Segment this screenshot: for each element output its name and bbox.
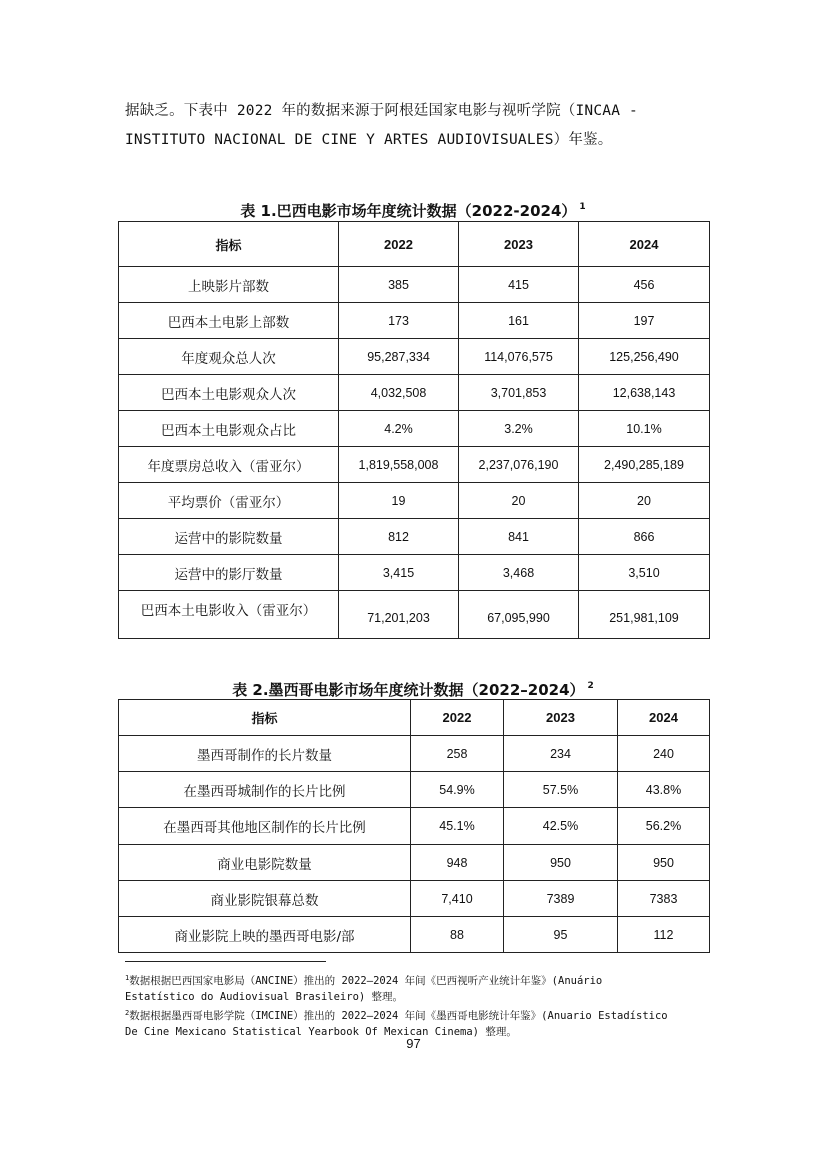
table-brazil-market xyxy=(118,221,710,639)
table2-header-cell: 指标 xyxy=(119,700,411,736)
table2-cell: 7389 xyxy=(504,881,618,917)
intro-paragraph xyxy=(125,97,710,155)
footnote-1-mark: 1 xyxy=(125,974,130,982)
table2-cell: 112 xyxy=(618,917,710,953)
table2-cell: 45.1% xyxy=(411,808,504,845)
footnote-1-line-2: Estatístico do Audiovisual Brasileiro) 整理。 xyxy=(125,991,404,1003)
table1-cell: 4.2% xyxy=(339,411,459,447)
table2-footnote-ref: 2 xyxy=(587,681,594,691)
table2-cell: 258 xyxy=(411,736,504,772)
table2-cell: 43.8% xyxy=(618,772,710,808)
table2-cell: 57.5% xyxy=(504,772,618,808)
footnotes xyxy=(125,970,715,1040)
table1-row-label: 巴西本土电影收入（雷亚尔） xyxy=(119,591,339,639)
table1-cell: 3,510 xyxy=(579,555,710,591)
table1-footnote-ref: 1 xyxy=(579,202,586,212)
table1-row-label: 上映影片部数 xyxy=(119,267,339,303)
table2-row-label: 在墨西哥其他地区制作的长片比例 xyxy=(119,808,411,845)
footnote-2-line-1 xyxy=(125,1005,715,1024)
table1-cell: 20 xyxy=(579,483,710,519)
table2-row xyxy=(119,845,710,881)
table1-row xyxy=(119,411,710,447)
table1-cell: 812 xyxy=(339,519,459,555)
table1-header-cell: 2023 xyxy=(459,222,579,267)
table2-row-label: 墨西哥制作的长片数量 xyxy=(119,736,411,772)
footnote-1-line-1 xyxy=(125,970,715,989)
table2-row xyxy=(119,917,710,953)
table2-cell: 42.5% xyxy=(504,808,618,845)
table2-cell: 88 xyxy=(411,917,504,953)
table1-cell: 19 xyxy=(339,483,459,519)
footnote-divider xyxy=(125,961,326,962)
table1-row xyxy=(119,375,710,411)
table1-row-label: 平均票价（雷亚尔） xyxy=(119,483,339,519)
table1-row xyxy=(119,519,710,555)
table1-cell: 3,415 xyxy=(339,555,459,591)
table1-header-row xyxy=(119,222,710,267)
table2-cell: 56.2% xyxy=(618,808,710,845)
footnote-2-text: 数据根据墨西哥电影学院（IMCINE）推出的 2022—2024 年间《墨西哥电影统计年鉴》(Anuario Estadístico xyxy=(129,1010,668,1022)
table2-cell: 240 xyxy=(618,736,710,772)
table-mexico-market xyxy=(118,699,710,953)
table1-row xyxy=(119,483,710,519)
table1-cell: 2,490,285,189 xyxy=(579,447,710,483)
table1-cell: 3.2% xyxy=(459,411,579,447)
table2-row xyxy=(119,808,710,845)
table1-row-label: 年度票房总收入（雷亚尔） xyxy=(119,447,339,483)
table2-row-label: 商业影院上映的墨西哥电影/部 xyxy=(119,917,411,953)
intro-line-1: 据缺乏。下表中 2022 年的数据来源于阿根廷国家电影与视听学院（INCAA - xyxy=(125,103,638,119)
table1-row xyxy=(119,339,710,375)
table2-cell: 234 xyxy=(504,736,618,772)
table1-cell: 95,287,334 xyxy=(339,339,459,375)
table1-caption-text: 表 1.巴西电影市场年度统计数据（2022-2024） xyxy=(240,202,577,220)
table1-row-label: 巴西本土电影上部数 xyxy=(119,303,339,339)
table1-row-label: 运营中的影厅数量 xyxy=(119,555,339,591)
table2-row-label: 商业影院银幕总数 xyxy=(119,881,411,917)
table1-cell: 3,468 xyxy=(459,555,579,591)
table1-row xyxy=(119,267,710,303)
table1-row-label: 巴西本土电影观众人次 xyxy=(119,375,339,411)
table1-cell: 173 xyxy=(339,303,459,339)
table2-cell: 7383 xyxy=(618,881,710,917)
table2-header-cell: 2022 xyxy=(411,700,504,736)
table1-cell: 125,256,490 xyxy=(579,339,710,375)
table1-cell: 251,981,109 xyxy=(579,591,710,639)
table1-row-label: 年度观众总人次 xyxy=(119,339,339,375)
table2-header-cell: 2023 xyxy=(504,700,618,736)
table1-cell: 10.1% xyxy=(579,411,710,447)
table1-row xyxy=(119,447,710,483)
table1-cell: 841 xyxy=(459,519,579,555)
table2-row xyxy=(119,881,710,917)
footnote-1-text: 数据根据巴西国家电影局（ANCINE）推出的 2022—2024 年间《巴西视听产业统计年鉴》(Anuário xyxy=(129,975,603,987)
table1-row xyxy=(119,591,710,639)
page-number: 97 xyxy=(406,1036,421,1051)
intro-line-2: INSTITUTO NACIONAL DE CINE Y ARTES AUDIOVISUALES）年鉴。 xyxy=(125,132,613,148)
table1-header-cell: 2022 xyxy=(339,222,459,267)
table1-cell: 2,237,076,190 xyxy=(459,447,579,483)
table1-cell: 67,095,990 xyxy=(459,591,579,639)
table1-header-cell: 2024 xyxy=(579,222,710,267)
footnote-2-line-2: De Cine Mexicano Statistical Yearbook Of Mexican Cinema) 整理。 xyxy=(125,1026,517,1038)
table2-header-cell: 2024 xyxy=(618,700,710,736)
table1-cell: 71,201,203 xyxy=(339,591,459,639)
table2-row xyxy=(119,772,710,808)
table2-cell: 950 xyxy=(504,845,618,881)
table2-row-label: 在墨西哥城制作的长片比例 xyxy=(119,772,411,808)
table1-cell: 114,076,575 xyxy=(459,339,579,375)
table1-cell: 4,032,508 xyxy=(339,375,459,411)
table2-cell: 7,410 xyxy=(411,881,504,917)
footnote-2-mark: 2 xyxy=(125,1009,130,1017)
table1-cell: 385 xyxy=(339,267,459,303)
table2-cell: 54.9% xyxy=(411,772,504,808)
table2-cell: 950 xyxy=(618,845,710,881)
table2-cell: 95 xyxy=(504,917,618,953)
table2-caption-text: 表 2.墨西哥电影市场年度统计数据（2022–2024） xyxy=(232,681,585,699)
table1-cell: 866 xyxy=(579,519,710,555)
table1-row-label: 运营中的影院数量 xyxy=(119,519,339,555)
table1-row xyxy=(119,555,710,591)
table2-cell: 948 xyxy=(411,845,504,881)
table1-cell: 3,701,853 xyxy=(459,375,579,411)
table1-cell: 1,819,558,008 xyxy=(339,447,459,483)
table1-row xyxy=(119,303,710,339)
table1-cell: 20 xyxy=(459,483,579,519)
table1-cell: 12,638,143 xyxy=(579,375,710,411)
table2-header-row xyxy=(119,700,710,736)
table1-cell: 161 xyxy=(459,303,579,339)
table1-cell: 197 xyxy=(579,303,710,339)
table1-caption xyxy=(118,200,708,221)
table1-cell: 415 xyxy=(459,267,579,303)
table2-caption xyxy=(118,679,708,700)
table1-row-label: 巴西本土电影观众占比 xyxy=(119,411,339,447)
table1-header-cell: 指标 xyxy=(119,222,339,267)
table2-row-label: 商业电影院数量 xyxy=(119,845,411,881)
table2-row xyxy=(119,736,710,772)
table1-cell: 456 xyxy=(579,267,710,303)
